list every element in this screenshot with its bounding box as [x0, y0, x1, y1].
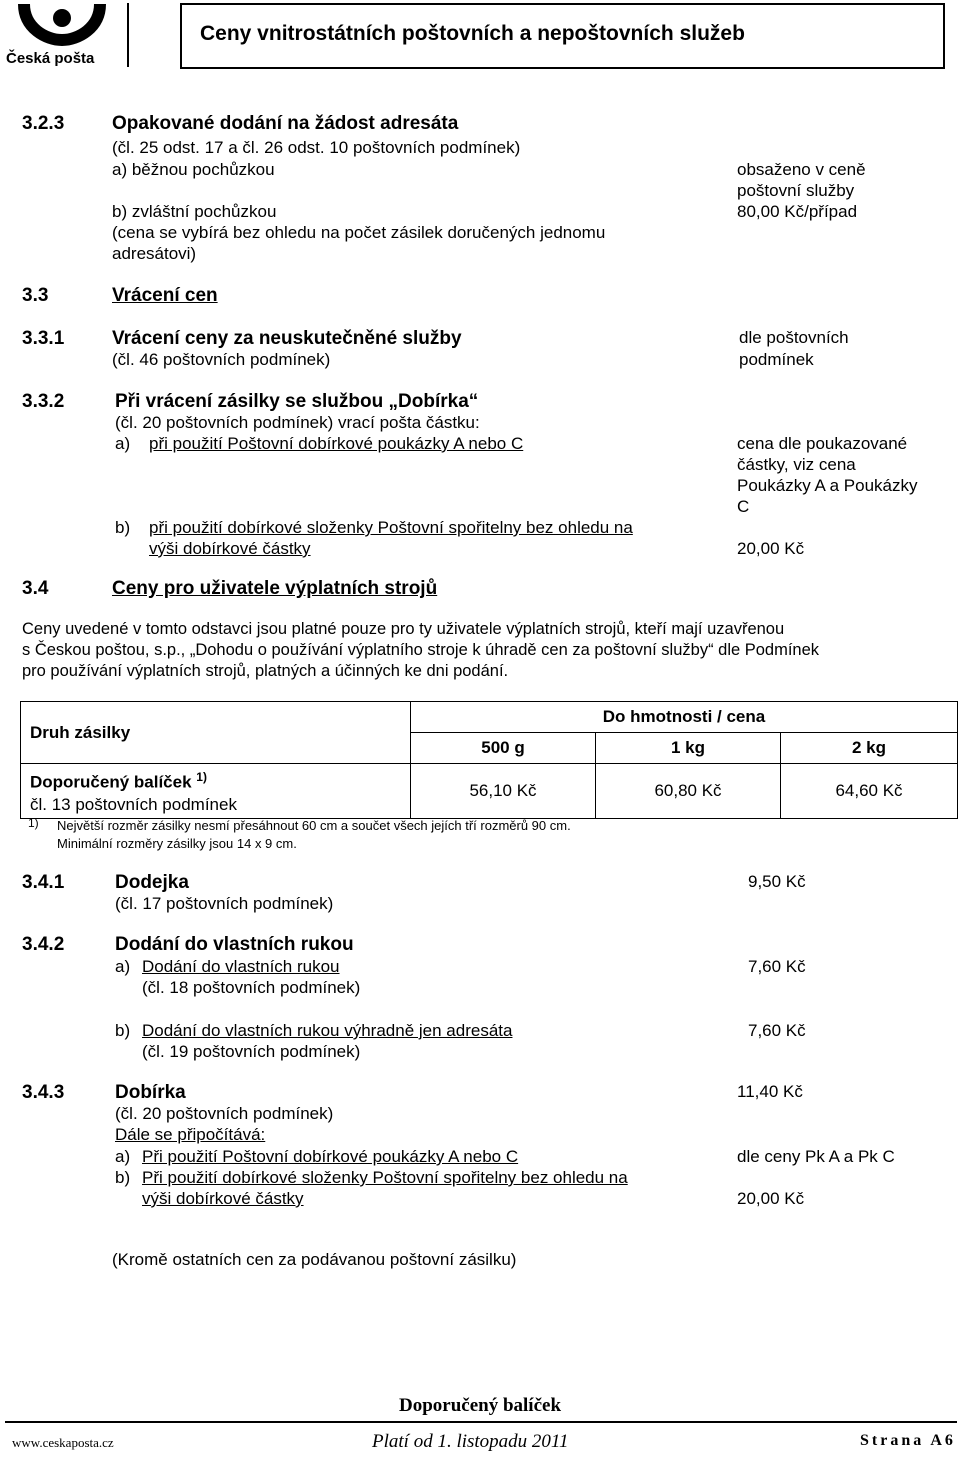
price-line1: dle poštovních	[739, 328, 849, 347]
footer-divider	[5, 1421, 957, 1423]
footer-page-number: Strana A6	[860, 1432, 956, 1449]
item-b: Dodání do vlastních rukou výhradně jen adresáta	[142, 1021, 513, 1040]
item-a: Při použití Poštovní dobírkové poukázky A nebo C	[142, 1147, 519, 1166]
table-header-weight: 1 kg	[596, 733, 781, 764]
item-a: Dodání do vlastních rukou	[142, 957, 340, 976]
footer-section-name: Doporučený balíček	[398, 1395, 562, 1416]
section-title: Dobírka	[115, 1082, 186, 1103]
item-a-price-line2: částky, viz cena	[737, 455, 856, 474]
item-a: při použití Poštovní dobírkové poukázky A nebo C	[149, 434, 524, 453]
item-b-prefix: b)	[115, 518, 131, 537]
item-a-price-line2: poštovní služby	[737, 181, 855, 200]
table-cell-price: 56,10 Kč	[411, 764, 596, 819]
page-title: Ceny vnitrostátních poštovních a nepoštovních služeb	[200, 22, 745, 45]
header-divider	[127, 3, 129, 67]
section-title: Dodání do vlastních rukou	[115, 934, 354, 955]
item-b-price: 80,00 Kč/případ	[737, 202, 858, 221]
item-a-price-line1: obsaženo v ceně	[737, 160, 866, 179]
section-number: 3.4.2	[22, 934, 65, 955]
item-b-price: 20,00 Kč	[737, 539, 805, 558]
item-b-price: 7,60 Kč	[748, 1021, 806, 1040]
paragraph-line2: s Českou poštou, s.p., „Dohodu o používání výplatního stroje k úhradě cen za poštovní služby“ dle Podmínek	[22, 641, 820, 659]
closing-note: (Kromě ostatních cen za podávanou poštovní zásilku)	[112, 1250, 517, 1269]
extra-label: Dále se připočítává:	[115, 1125, 266, 1144]
paragraph-line1: Ceny uvedené v tomto odstavci jsou platné pouze pro ty uživatele výplatních strojů, kteří mají uzavřenou	[22, 620, 785, 638]
item-b-line1: při použití dobírkové složenky Poštovní spořitelny bez ohledu na	[149, 518, 633, 537]
section-price: 11,40 Kč	[737, 1082, 803, 1101]
item-a-price: dle ceny Pk A a Pk C	[737, 1147, 895, 1166]
ceska-posta-logo	[6, 0, 118, 68]
section-title: Dodejka	[115, 872, 189, 893]
table-header-weight: 2 kg	[781, 733, 958, 764]
item-a: a) běžnou pochůzkou	[112, 160, 275, 179]
brand-name: Česká pošta	[6, 50, 95, 67]
section-ref: (čl. 20 poštovních podmínek) vrací pošta částku:	[115, 413, 480, 432]
item-a-price: 7,60 Kč	[748, 957, 806, 976]
section-number: 3.2.3	[22, 113, 65, 134]
section-ref: (čl. 46 poštovních podmínek)	[112, 350, 331, 369]
item-a-price-line4: C	[737, 497, 750, 516]
footnote-mark: 1)	[28, 816, 39, 830]
item-a-ref: (čl. 18 poštovních podmínek)	[142, 978, 361, 997]
section-number: 3.3.1	[22, 328, 65, 349]
table-header-group: Do hmotnosti / cena	[411, 702, 958, 733]
section-title: Při vrácení zásilky se službou „Dobírka“	[115, 391, 479, 412]
table-cell-price: 64,60 Kč	[781, 764, 958, 819]
section-number: 3.3	[22, 285, 49, 306]
table-row-label: Doporučený balíček $^{1)}$ čl. 13 poštovních podmínek	[21, 764, 411, 819]
note-line1: (cena se vybírá bez ohledu na počet zásilek doručených jednomu	[112, 223, 606, 242]
item-b-line1: Při použití dobírkové složenky Poštovní spořitelny bez ohledu na	[142, 1168, 628, 1187]
item-b: b) zvláštní pochůzkou	[112, 202, 277, 221]
item-b-prefix: b)	[115, 1168, 131, 1187]
footer-website[interactable]: www.ceskaposta.cz	[12, 1435, 114, 1450]
section-title: Vrácení cen	[112, 285, 218, 306]
price-line2: podmínek	[739, 350, 814, 369]
item-a-price-line3: Poukázky A a Poukázky	[737, 476, 918, 495]
section-price: 9,50 Kč	[748, 872, 806, 891]
section-number: 3.3.2	[22, 391, 65, 412]
footer-valid-from: Platí od 1. listopadu 2011	[372, 1431, 569, 1452]
item-b-prefix: b)	[115, 1021, 131, 1040]
table-header-weight: 500 g	[411, 733, 596, 764]
paragraph-line3: pro používání výplatních strojů, platných a účinných ke dni podání.	[22, 662, 509, 680]
item-a-prefix: a)	[115, 1147, 131, 1166]
section-title: Ceny pro uživatele výplatních strojů	[112, 578, 438, 599]
item-a-prefix: a)	[115, 957, 131, 976]
item-a-prefix: a)	[115, 434, 131, 453]
item-b-line2: výši dobírkové částky	[149, 539, 311, 558]
section-ref: (čl. 25 odst. 17 a čl. 26 odst. 10 poštovních podmínek)	[112, 138, 521, 157]
section-number: 3.4	[22, 578, 49, 599]
item-b-price: 20,00 Kč	[737, 1189, 805, 1208]
section-ref: (čl. 20 poštovních podmínek)	[115, 1104, 334, 1123]
item-b-line2: výši dobírkové částky	[142, 1189, 304, 1208]
item-a-price-line1: cena dle poukazované	[737, 434, 908, 453]
footnote-line1: Největší rozměr zásilky nesmí přesáhnout 60 cm a součet všech jejích tří rozměrů 90 cm.	[57, 818, 571, 833]
table-header-type: Druh zásilky	[21, 702, 411, 764]
footnote-line2: Minimální rozměry zásilky jsou 14 x 9 cm.	[57, 836, 297, 851]
section-title: Vrácení ceny za neuskutečněné služby	[112, 328, 462, 349]
note-line2: adresátovi)	[112, 244, 197, 263]
section-number: 3.4.1	[22, 872, 65, 893]
section-number: 3.4.3	[22, 1082, 65, 1103]
section-title: Opakované dodání na žádost adresáta	[112, 113, 459, 134]
price-table	[20, 701, 958, 819]
item-b-ref: (čl. 19 poštovních podmínek)	[142, 1042, 361, 1061]
table-cell-price: 60,80 Kč	[596, 764, 781, 819]
section-ref: (čl. 17 poštovních podmínek)	[115, 894, 334, 913]
